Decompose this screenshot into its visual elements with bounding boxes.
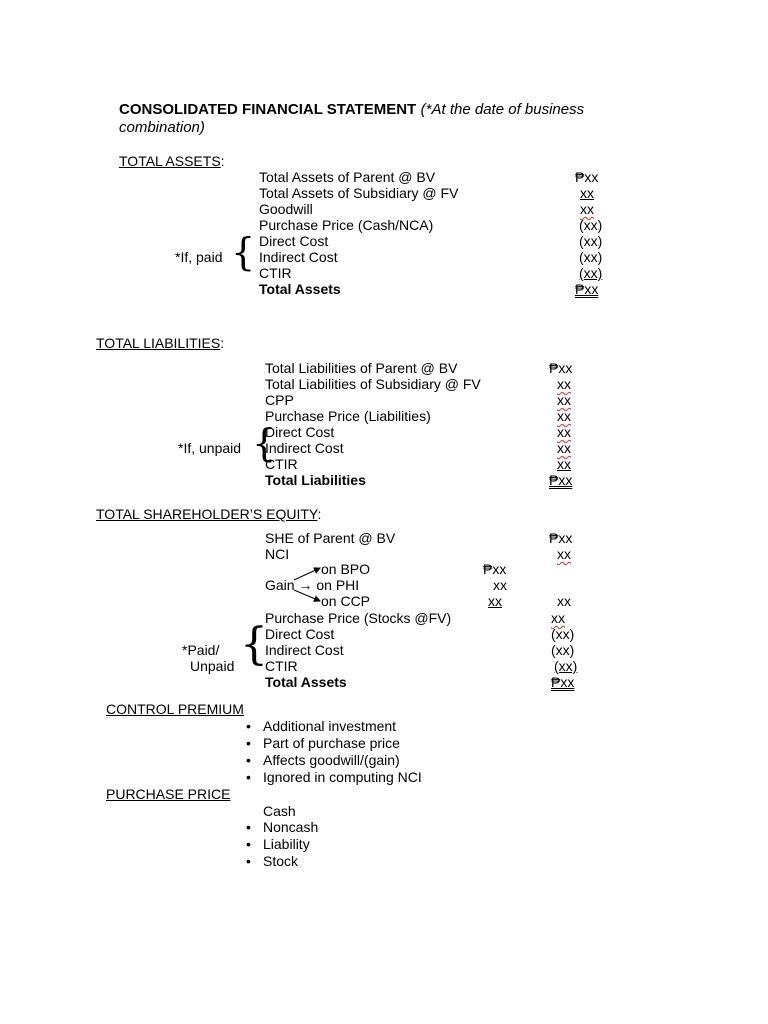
bullet-icon: • [246, 853, 251, 869]
assets-row-label: Purchase Price (Cash/NCA) [259, 217, 434, 233]
liabilities-total-label: Total Liabilities [265, 472, 366, 488]
bullet-icon: • [246, 836, 251, 852]
list-item [246, 769, 251, 785]
assets-row-label: Direct Cost [259, 233, 329, 249]
equity-pp-label: Purchase Price (Stocks @FV) [265, 610, 452, 626]
equity-bracket-note-1: *Paid/ [182, 642, 220, 658]
arrow-up-icon [294, 568, 320, 580]
bullet-icon: • [246, 752, 251, 768]
assets-bracket-note: *If, paid [175, 249, 223, 265]
equity-gain-item-value: xx [493, 577, 507, 593]
equity-cost-label: Direct Cost [265, 626, 335, 642]
equity-cost-value: (xx) [554, 658, 578, 674]
assets-row-value: xx [580, 201, 594, 217]
list-item [246, 819, 251, 835]
liabilities-row-value: ₱xx [549, 360, 573, 376]
equity-gain-label: Gain → on PHI [265, 577, 360, 593]
bullet-icon: • [246, 769, 251, 785]
list-item [246, 836, 251, 852]
equity-she-value: ₱xx [549, 530, 573, 546]
equity-gain-item-label: on CCP [321, 593, 371, 609]
list-item: Stock [263, 853, 299, 869]
liabilities-row-value: xx [557, 456, 571, 472]
assets-row-value: xx [580, 185, 594, 201]
assets-row-label: Total Assets of Parent @ BV [259, 169, 436, 185]
liabilities-row-label: Direct Cost [265, 424, 335, 440]
equity-nci-label: NCI [265, 546, 290, 562]
liabilities-heading: TOTAL LIABILITIES: [96, 335, 225, 351]
liabilities-row-value: xx [557, 440, 571, 456]
liabilities-row-label: Purchase Price (Liabilities) [265, 408, 431, 424]
liabilities-row-label: Total Liabilities of Subsidiary @ FV [265, 376, 481, 392]
assets-row-label: Goodwill [259, 201, 313, 217]
equity-nci-value: xx [557, 546, 571, 562]
arrow-down-icon [294, 590, 320, 601]
equity-heading: TOTAL SHAREHOLDER’S EQUITY: [96, 506, 322, 522]
list-item: Part of purchase price [263, 735, 400, 751]
bullet-icon: • [246, 718, 251, 734]
list-item: Cash [263, 803, 296, 819]
bullet-icon: • [246, 735, 251, 751]
equity-gain-total: xx [557, 593, 571, 609]
equity-total-value: ₱xx [551, 674, 575, 690]
assets-total-value: ₱xx [575, 281, 599, 297]
assets-row-label: Indirect Cost [259, 249, 338, 265]
equity-brace: { [240, 619, 268, 670]
assets-row-label: CTIR [259, 265, 292, 281]
right-arrow-icon: → [298, 577, 313, 593]
assets-row-value: (xx) [579, 265, 603, 281]
bullet-icon: • [246, 819, 251, 835]
assets-row-value: (xx) [579, 217, 603, 233]
assets-row-label: Total Assets of Subsidiary @ FV [259, 185, 459, 201]
equity-bracket-note-2: Unpaid [190, 658, 235, 674]
liabilities-row-value: xx [557, 392, 571, 408]
list-item [246, 752, 251, 768]
equity-cost-value: (xx) [551, 626, 575, 642]
equity-gain-item-label: on BPO [321, 561, 371, 577]
list-item: Noncash [263, 819, 319, 835]
list-item [246, 853, 251, 869]
assets-row-value: (xx) [579, 249, 603, 265]
liabilities-row-label: Total Liabilities of Parent @ BV [265, 360, 458, 376]
liabilities-row-value: xx [557, 376, 571, 392]
title-bold: CONSOLIDATED FINANCIAL STATEMENT [119, 101, 417, 118]
equity-gain-item-value: ₱xx [483, 561, 507, 577]
list-item: Affects goodwill/(gain) [263, 752, 400, 768]
assets-row-value: ₱xx [575, 169, 599, 185]
equity-cost-label: CTIR [265, 658, 298, 674]
liabilities-row-value: xx [557, 424, 571, 440]
title-italic-line-2: combination) [119, 119, 205, 136]
title-italic-line-1: (*At the date of business [420, 101, 585, 118]
liabilities-row-label: Indirect Cost [265, 440, 344, 456]
list-item [246, 735, 251, 751]
liabilities-row-label: CTIR [265, 456, 298, 472]
equity-pp-value: xx [551, 610, 565, 626]
equity-cost-value: (xx) [551, 642, 575, 658]
equity-gain-item-value: xx [488, 593, 502, 609]
assets-heading: TOTAL ASSETS: [119, 153, 225, 169]
list-item [246, 718, 251, 734]
equity-total-label: Total Assets [265, 674, 347, 690]
equity-cost-label: Indirect Cost [265, 642, 344, 658]
liabilities-brace: { [252, 421, 277, 465]
list-item: Ignored in computing NCI [263, 769, 422, 785]
liabilities-total-value: ₱xx [549, 472, 573, 488]
list-item: Liability [263, 836, 310, 852]
liabilities-row-label: CPP [265, 392, 294, 408]
liabilities-bracket-note: *If, unpaid [178, 440, 242, 456]
control-premium-heading: CONTROL PREMIUM [106, 701, 244, 717]
list-item: Additional investment [263, 718, 397, 734]
assets-total-label: Total Assets [259, 281, 341, 297]
equity-she-label: SHE of Parent @ BV [265, 530, 396, 546]
purchase-price-heading: PURCHASE PRICE [106, 786, 231, 802]
assets-row-value: (xx) [579, 233, 603, 249]
liabilities-row-value: xx [557, 408, 571, 424]
assets-brace: { [231, 230, 256, 274]
